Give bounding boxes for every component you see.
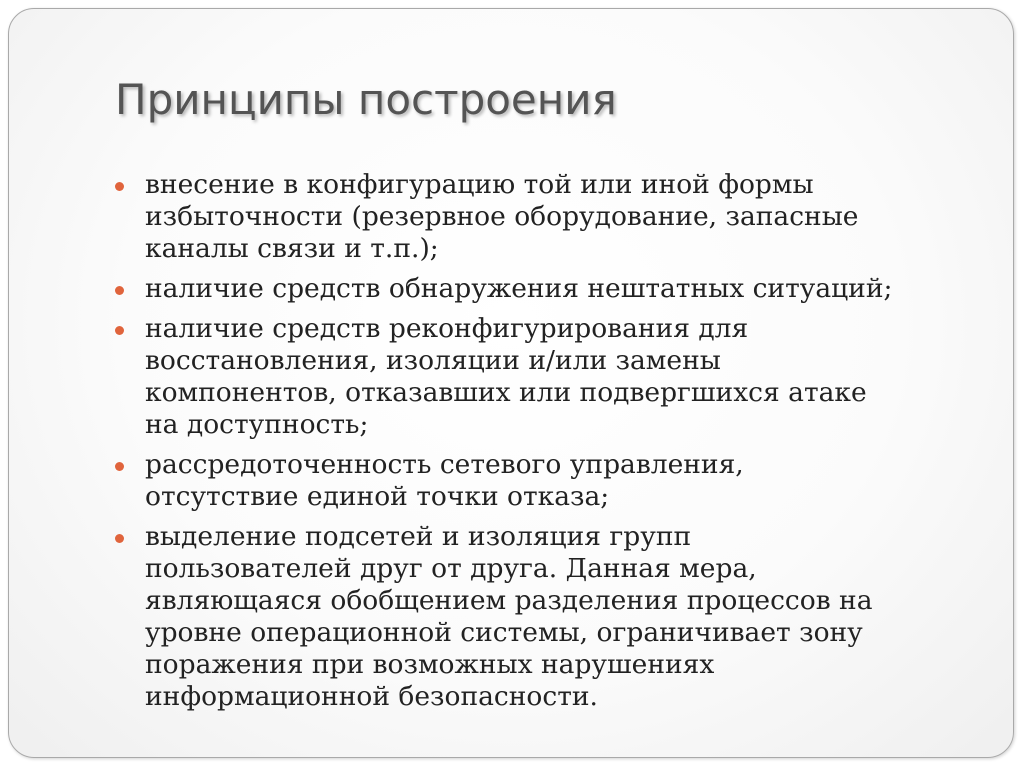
bullet-text: наличие средств обнаружения нештатных ситуаций;: [145, 273, 893, 304]
bullet-text: рассредоточенность сетевого управления, отсутствие единой точки отказа;: [145, 449, 744, 512]
bullet-list: [113, 169, 973, 721]
bullet-dot-icon: [115, 326, 124, 335]
bullet-item: [113, 273, 973, 305]
bullet-dot-icon: [115, 534, 124, 543]
bullet-dot-icon: [115, 182, 124, 191]
bullet-text: внесение в конфигурацию той или иной формы избыточности (резервное оборудование, запасные каналы связи и т.п.);: [145, 169, 859, 264]
bullet-text: наличие средств реконфигурирования для восстановления, изоляции и/или замены компонентов, отказавших или подвергшихся атаке на доступность;: [145, 313, 867, 440]
bullet-dot-icon: [115, 286, 124, 295]
slide-title: Принципы построения: [115, 75, 617, 124]
bullet-text: выделение подсетей и изоляция групп пользователей друг от друга. Данная мера, являющаяся обобщением разделения процессов на уровне операционной системы, ограничивает зону поражения при возможных нарушениях информационной безопасности.: [145, 521, 873, 712]
bullet-dot-icon: [115, 462, 124, 471]
bullet-item: [113, 313, 973, 441]
bullet-item: [113, 521, 973, 713]
slide: [8, 8, 1014, 758]
bullet-item: [113, 169, 973, 265]
bullet-item: [113, 449, 973, 513]
